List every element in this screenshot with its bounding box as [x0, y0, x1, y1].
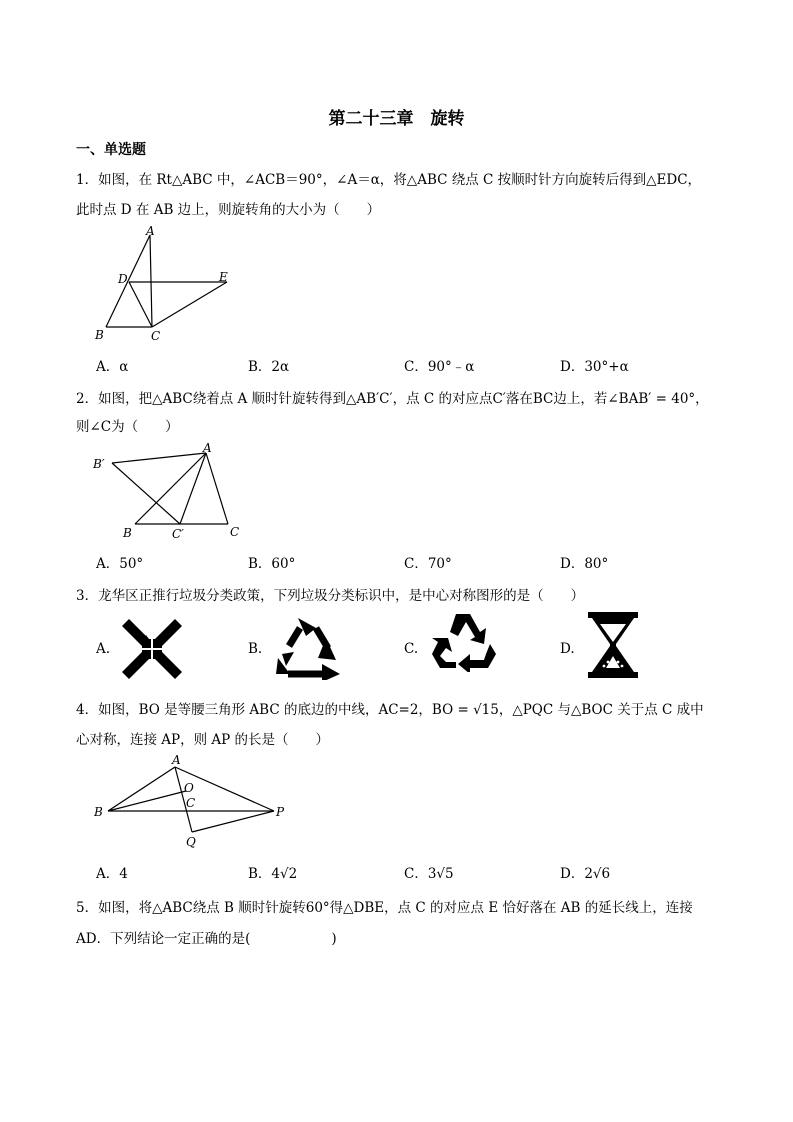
question-3-option-d: D. [560, 641, 575, 657]
question-1-option-b: B．2α [248, 359, 290, 375]
question-3-symbol-recycle-triangle-icon [272, 614, 344, 680]
q1-label-b: B [95, 328, 104, 342]
question-2-figure [88, 440, 248, 545]
question-3-symbol-recycle-arrows-icon [428, 612, 498, 672]
question-1-line-2: 此时点 D 在 AB 边上，则旋转角的大小为（ ） [76, 202, 381, 218]
question-4-line-1: 4．如图，BO 是等腰三角形 ABC 的底边的中线，AC=2，BO = √15，△PQC 与△BOC 关于点 C 成中 [76, 702, 704, 718]
question-1-option-d: D．30°+α [560, 359, 629, 375]
q2-label-a: A [203, 441, 212, 455]
question-2-line-1: 2．如图，把△ABC绕着点 A 顺时针旋转得到△AB′C′，点 C 的对应点C′落在BC边上，若∠BAB′ = 40°， [76, 391, 709, 407]
question-3-line-1: 3．龙华区正推行垃圾分类政策，下列垃圾分类标识中，是中心对称图形的是（ ） [76, 588, 585, 604]
question-3-option-a: A. [96, 641, 111, 657]
question-1-line-1: 1．如图，在 Rt△ABC 中，∠ACB＝90°，∠A＝α，将△ABC 绕点 C 按顺时针方向旋转后得到△EDC， [76, 172, 702, 188]
question-1-option-c: C．90°﹣α [404, 359, 475, 375]
question-2-option-a: A．50° [96, 556, 144, 572]
q2-label-b: B [123, 526, 132, 540]
q2-label-b-prime: B′ [93, 457, 105, 471]
q1-label-c: C [151, 329, 161, 343]
question-5-line-1: 5．如图，将△ABC绕点 B 顺时针旋转60°得△DBE，点 C 的对应点 E 恰好落在 AB 的延长线上，连接 [76, 900, 693, 916]
question-3-symbol-hourglass-icon [586, 610, 640, 680]
q4-label-c: C [186, 796, 196, 810]
question-2-option-b: B．60° [248, 556, 296, 572]
q1-label-d: D [118, 272, 128, 286]
question-5-line-2: AD．下列结论一定正确的是( ) [76, 931, 337, 947]
question-1-figure [88, 222, 238, 347]
question-3-symbol-arrows-inward-icon [120, 617, 184, 681]
question-4-option-b: B．4√2 [248, 866, 298, 882]
section-heading: 一、单选题 [76, 142, 146, 158]
question-4-option-c: C．3√5 [404, 866, 454, 882]
question-4-option-d: D．2√6 [560, 866, 611, 882]
q4-label-o: O [184, 781, 194, 795]
question-2-option-c: C．70° [404, 556, 452, 572]
question-2-option-d: D．80° [560, 556, 609, 572]
q1-label-a: A [146, 224, 155, 238]
q4-label-a: A [172, 753, 181, 767]
q2-label-c: C [230, 525, 240, 539]
page-title: 第二十三章 旋转 [328, 109, 465, 129]
q4-label-q: Q [186, 835, 196, 849]
question-4-line-2: 心对称，连接 AP，则 AP 的长是（ ） [76, 732, 330, 748]
question-1-option-a: A．α [96, 359, 129, 375]
q1-label-e: E [219, 270, 228, 284]
question-3-option-c: C. [404, 641, 419, 657]
question-4-figure [88, 752, 298, 852]
q4-label-p: P [276, 805, 285, 819]
question-3-option-b: B. [248, 641, 263, 657]
question-4-option-a: A．4 [96, 866, 128, 882]
question-2-line-2: 则∠C为（ ） [76, 419, 179, 435]
q4-label-b: B [94, 805, 103, 819]
q2-label-c-prime: C′ [172, 527, 184, 541]
